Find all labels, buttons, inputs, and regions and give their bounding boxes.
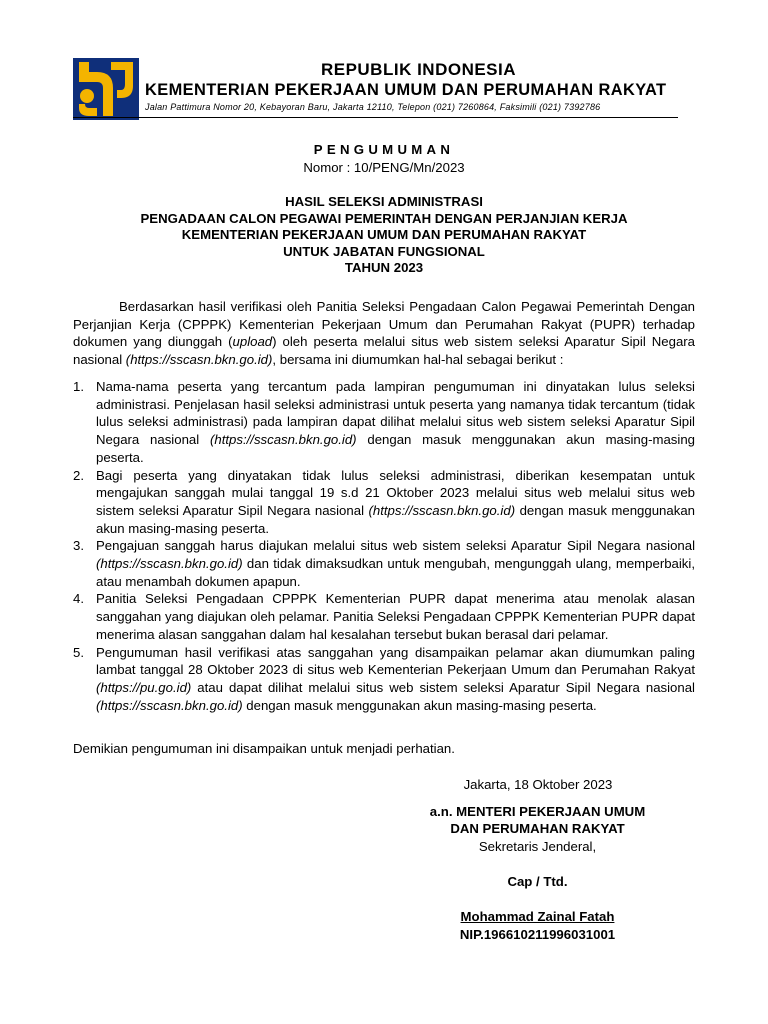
- list-text: dengan masuk menggunakan akun masing-masing peserta.: [96, 432, 695, 465]
- republic-title: REPUBLIK INDONESIA: [320, 60, 517, 79]
- title-line: HASIL SELEKSI ADMINISTRASI: [285, 194, 483, 209]
- ministry-name: KEMENTERIAN PEKERJAAN UMUM DAN PERUMAHAN RAKYAT: [145, 81, 667, 99]
- intro-text: ) oleh peserta melalui situs web sistem seleksi Aparatur Sipil Negara nasional: [73, 334, 696, 368]
- place-date: Jakarta, 18 Oktober 2023: [463, 777, 613, 792]
- list-item: [73, 537, 695, 590]
- list-text: Nama-nama peserta yang tercantum pada lampiran pengumuman ini dinyatakan lulus seleksi administrasi. Penjelasan hasil seleksi administrasi untuk peserta yang namanya tidak tercantum (tidak lulus seleksi administrasi) pada lampiran dapat dilihat melalui situs web sistem seleksi Aparatur Sipil Negara nasional: [96, 379, 695, 448]
- title-line: PENGADAAN CALON PEGAWAI PEMERINTAH DENGAN PERJANJIAN KERJA: [140, 210, 628, 226]
- list-text: dengan masuk menggunakan akun masing-masing peserta.: [242, 697, 597, 713]
- intro-url: (https://sscasn.bkn.go.id): [125, 352, 273, 368]
- intro-upload-term: upload: [232, 334, 273, 350]
- list-text: dengan masuk menggunakan akun masing-masing peserta.: [96, 502, 695, 536]
- ministry-address: Jalan Pattimura Nomor 20, Kebayoran Baru, Jakarta 12110, Telepon (021) 7260864, Faksimili (021) 7392786: [145, 102, 601, 112]
- title-line: TAHUN 2023: [344, 260, 424, 276]
- on-behalf-line: DAN PERUMAHAN RAKYAT: [450, 821, 625, 836]
- list-number: 3.: [73, 538, 84, 554]
- list-number: 2.: [73, 467, 84, 483]
- list-number: 5.: [73, 644, 84, 660]
- list-url: (https://sscasn.bkn.go.id): [368, 502, 516, 518]
- list-text: atau dapat dilihat melalui situs web sistem seleksi Aparatur Sipil Negara nasional: [191, 679, 695, 695]
- list-item: [73, 378, 695, 467]
- pupr-logo-icon: [73, 58, 139, 120]
- list-text: Panitia Seleksi Pengadaan CPPPK Kementerian PUPR dapat menerima atau menolak alasan sanggahan yang diajukan oleh pelamar. Panitia Seleksi Pengadaan CPPPK Kementerian PUPR dapat menerima alasan sanggahan dalam hal kesalahan tersebut bukan berasal dari pelamar.: [96, 591, 695, 642]
- signatory-name: Mohammad Zainal Fatah: [460, 909, 615, 924]
- list-url: (https://pu.go.id): [96, 679, 192, 695]
- list-item: [73, 644, 695, 715]
- letterhead-divider: [73, 117, 678, 118]
- list-url: (https://sscasn.bkn.go.id): [96, 556, 243, 572]
- announcement-list: [73, 378, 695, 714]
- on-behalf-line: a.n. MENTERI PEKERJAAN UMUM: [429, 804, 646, 819]
- stamp-signed-note: Cap / Ttd.: [507, 874, 568, 889]
- list-text: Bagi peserta yang dinyatakan tidak lulus seleksi administrasi, diberikan kesempatan untuk mengajukan sanggah mulai tanggal 19 s.d 21 Oktober 2023 melalui situs web melalui situs web sistem seleksi Aparatur Sipil Negara nasional: [96, 467, 695, 518]
- signatory-on-behalf: [415, 803, 660, 837]
- list-number: 1.: [73, 379, 84, 394]
- list-url: (https://sscasn.bkn.go.id): [209, 432, 357, 448]
- intro-text: , bersama ini diumumkan hal-hal sebagai berikut :: [272, 352, 564, 368]
- list-text: dan tidak dimaksudkan untuk mengubah, mengunggah ulang, memperbaiki, atau menambah dokumen apapun.: [96, 556, 695, 589]
- letterhead: [73, 58, 678, 120]
- closing-paragraph: Demikian pengumuman ini disampaikan untuk menjadi perhatian.: [73, 741, 455, 756]
- announcement-heading: PENGUMUMAN: [313, 142, 455, 157]
- list-item: [73, 590, 695, 643]
- list-number: 4.: [73, 591, 84, 607]
- title-line: UNTUK JABATAN FUNGSIONAL: [283, 243, 485, 259]
- list-text: Pengumuman hasil verifikasi atas sanggahan yang disampaikan pelamar akan diumumkan paling lambat tanggal 28 Oktober 2023 di situs web Kementerian Pekerjaan Umum dan Perumahan Rakyat: [96, 644, 695, 678]
- intro-text: Berdasarkan hasil verifikasi oleh Panitia Seleksi Pengadaan Calon Pegawai Pemerintah Dengan Perjanjian Kerja (CPPPK) Kementerian Pekerjaan Umum dan Perumahan Rakyat (PUPR) terhadap dokumen yang diunggah (: [73, 299, 695, 350]
- announcement-number: Nomor : 10/PENG/Mn/2023: [303, 160, 465, 175]
- list-url: (https://sscasn.bkn.go.id): [96, 697, 243, 713]
- announcement-titles: [73, 194, 695, 277]
- title-line: KEMENTERIAN PEKERJAAN UMUM DAN PERUMAHAN RAKYAT: [181, 227, 587, 243]
- signatory-nip: NIP.196610211996031001: [459, 927, 616, 942]
- intro-paragraph: [73, 298, 695, 369]
- signatory-position: Sekretaris Jenderal,: [478, 839, 597, 854]
- list-item: [73, 467, 695, 538]
- letterhead-text: [145, 60, 678, 114]
- list-text: Pengajuan sanggah harus diajukan melalui situs web sistem seleksi Aparatur Sipil Negara nasional: [96, 538, 695, 554]
